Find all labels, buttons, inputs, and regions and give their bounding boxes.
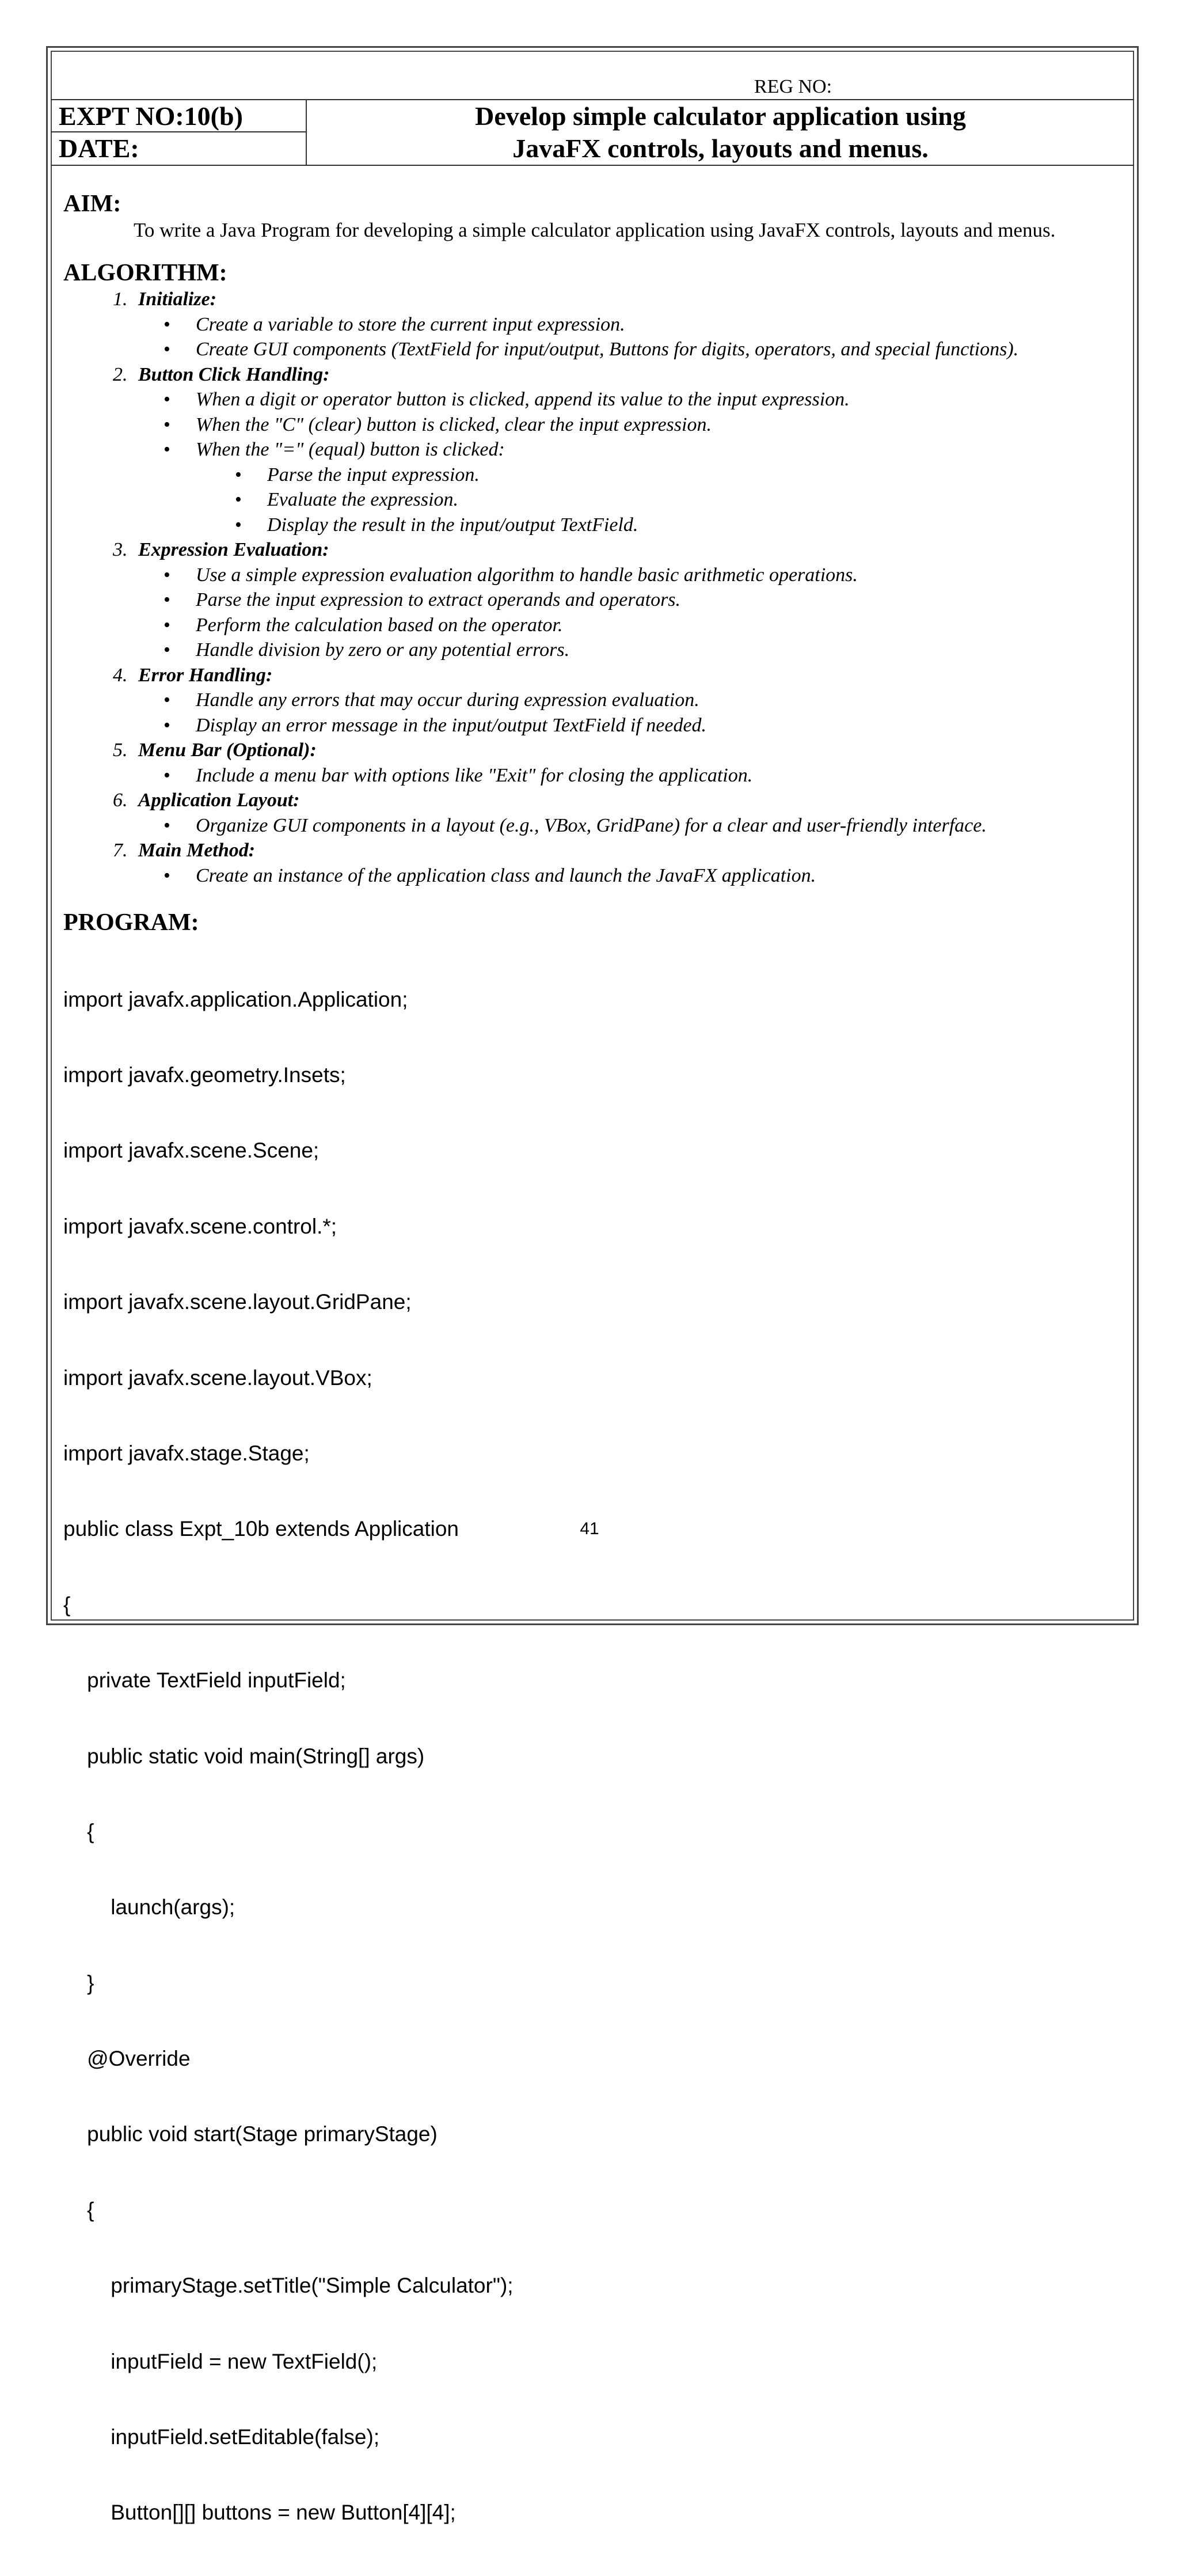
- step-bullet: • Create an instance of the application class and launch the JavaFX application.: [196, 863, 1123, 889]
- expt-no-cell: EXPT NO:10(b): [51, 100, 307, 132]
- algorithm-step: [132, 838, 1123, 888]
- algorithm-step: [132, 287, 1123, 362]
- document-body: [63, 190, 1123, 2576]
- step-sub-bullet: • Display the result in the input/output TextField.: [267, 513, 1123, 538]
- aim-heading: AIM:: [63, 191, 121, 217]
- page-number: 41: [580, 1519, 599, 1538]
- step-title: Main Method:: [138, 840, 256, 861]
- code-line: public void start(Stage primaryStage): [63, 2122, 438, 2146]
- algorithm-step: [132, 738, 1123, 788]
- step-title: Application Layout:: [138, 790, 300, 811]
- step-bullet: • Create GUI components (TextField for input/output, Buttons for digits, operators, and special functions).: [196, 337, 1123, 362]
- code-line: import javafx.scene.control.*;: [63, 1214, 337, 1238]
- program-heading: PROGRAM:: [63, 909, 199, 936]
- step-bullet: • Organize GUI components in a layout (e.g., VBox, GridPane) for a clear and user-friendly interface.: [196, 813, 1123, 839]
- step-bullet: • Include a menu bar with options like "Exit" for closing the application.: [196, 763, 1123, 788]
- code-line: primaryStage.setTitle("Simple Calculator");: [63, 2274, 514, 2298]
- date-cell: DATE:: [59, 134, 139, 163]
- code-line: @Override: [63, 2047, 191, 2071]
- program-code: [63, 936, 1123, 2576]
- code-line: import javafx.application.Application;: [63, 987, 408, 1011]
- step-title: Button Click Handling:: [138, 363, 330, 385]
- code-line: launch(args);: [63, 1895, 235, 1919]
- step-title: Menu Bar (Optional):: [138, 739, 317, 761]
- step-bullet: • When a digit or operator button is clicked, append its value to the input expression.: [196, 387, 1123, 412]
- step-sub-bullet: • Evaluate the expression.: [267, 487, 1123, 513]
- algorithm-steps: [63, 287, 1123, 888]
- code-line: }: [63, 1971, 94, 1995]
- code-line: private TextField inputField;: [63, 1668, 346, 1693]
- code-line: inputField = new TextField();: [63, 2349, 378, 2373]
- algorithm-section: [63, 259, 1123, 888]
- code-line: import javafx.geometry.Insets;: [63, 1063, 346, 1087]
- step-bullet: • When the "C" (clear) button is clicked, clear the input expression.: [196, 412, 1123, 438]
- step-title: Error Handling:: [138, 664, 273, 686]
- reg-no-label: REG NO:: [754, 76, 832, 97]
- code-line: public static void main(String[] args): [63, 1744, 425, 1768]
- code-line: public class Expt_10b extends Application: [63, 1517, 459, 1541]
- header-left-column: [51, 100, 307, 165]
- step-bullet: • Perform the calculation based on the operator.: [196, 613, 1123, 638]
- experiment-title-line-2: JavaFX controls, layouts and menus.: [512, 134, 929, 163]
- step-sub-bullet: • Parse the input expression.: [267, 462, 1123, 488]
- algorithm-step: [132, 788, 1123, 838]
- algorithm-step: [132, 663, 1123, 738]
- algorithm-heading: ALGORITHM:: [63, 260, 227, 286]
- algorithm-step: [132, 537, 1123, 663]
- aim-text: To write a Java Program for developing a simple calculator application using JavaFX controls, layouts and menus.: [134, 219, 1056, 241]
- code-line: {: [63, 1592, 71, 1617]
- code-line: import javafx.stage.Stage;: [63, 1441, 310, 1465]
- step-bullet: • Display an error message in the input/output TextField if needed.: [196, 713, 1123, 738]
- step-bullet-text: When the "=" (equal) button is clicked:: [196, 439, 505, 460]
- code-line: {: [63, 2198, 94, 2222]
- step-bullet: • Handle division by zero or any potential errors.: [196, 638, 1123, 663]
- step-bullet: • Parse the input expression to extract operands and operators.: [196, 587, 1123, 613]
- program-section: [63, 909, 1123, 2576]
- step-title: Expression Evaluation:: [138, 539, 329, 560]
- experiment-title: [307, 100, 1134, 165]
- step-title: Initialize:: [138, 289, 217, 310]
- header-table: [51, 99, 1134, 166]
- code-line: import javafx.scene.layout.VBox;: [63, 1365, 372, 1390]
- step-bullet: • Create a variable to store the current input expression.: [196, 312, 1123, 337]
- step-bullet: • Handle any errors that may occur during expression evaluation.: [196, 688, 1123, 713]
- algorithm-step: [132, 362, 1123, 538]
- code-line: import javafx.scene.layout.GridPane;: [63, 1290, 412, 1314]
- code-line: {: [63, 1819, 94, 1843]
- code-line: inputField.setEditable(false);: [63, 2425, 380, 2449]
- aim-section: [63, 190, 1123, 243]
- experiment-title-line-1: Develop simple calculator application using: [475, 101, 966, 131]
- code-line: Button[][] buttons = new Button[4][4];: [63, 2501, 456, 2525]
- code-line: import javafx.scene.Scene;: [63, 1139, 320, 1163]
- step-bullet: [196, 437, 1123, 537]
- step-bullet: • Use a simple expression evaluation algorithm to handle basic arithmetic operations.: [196, 563, 1123, 588]
